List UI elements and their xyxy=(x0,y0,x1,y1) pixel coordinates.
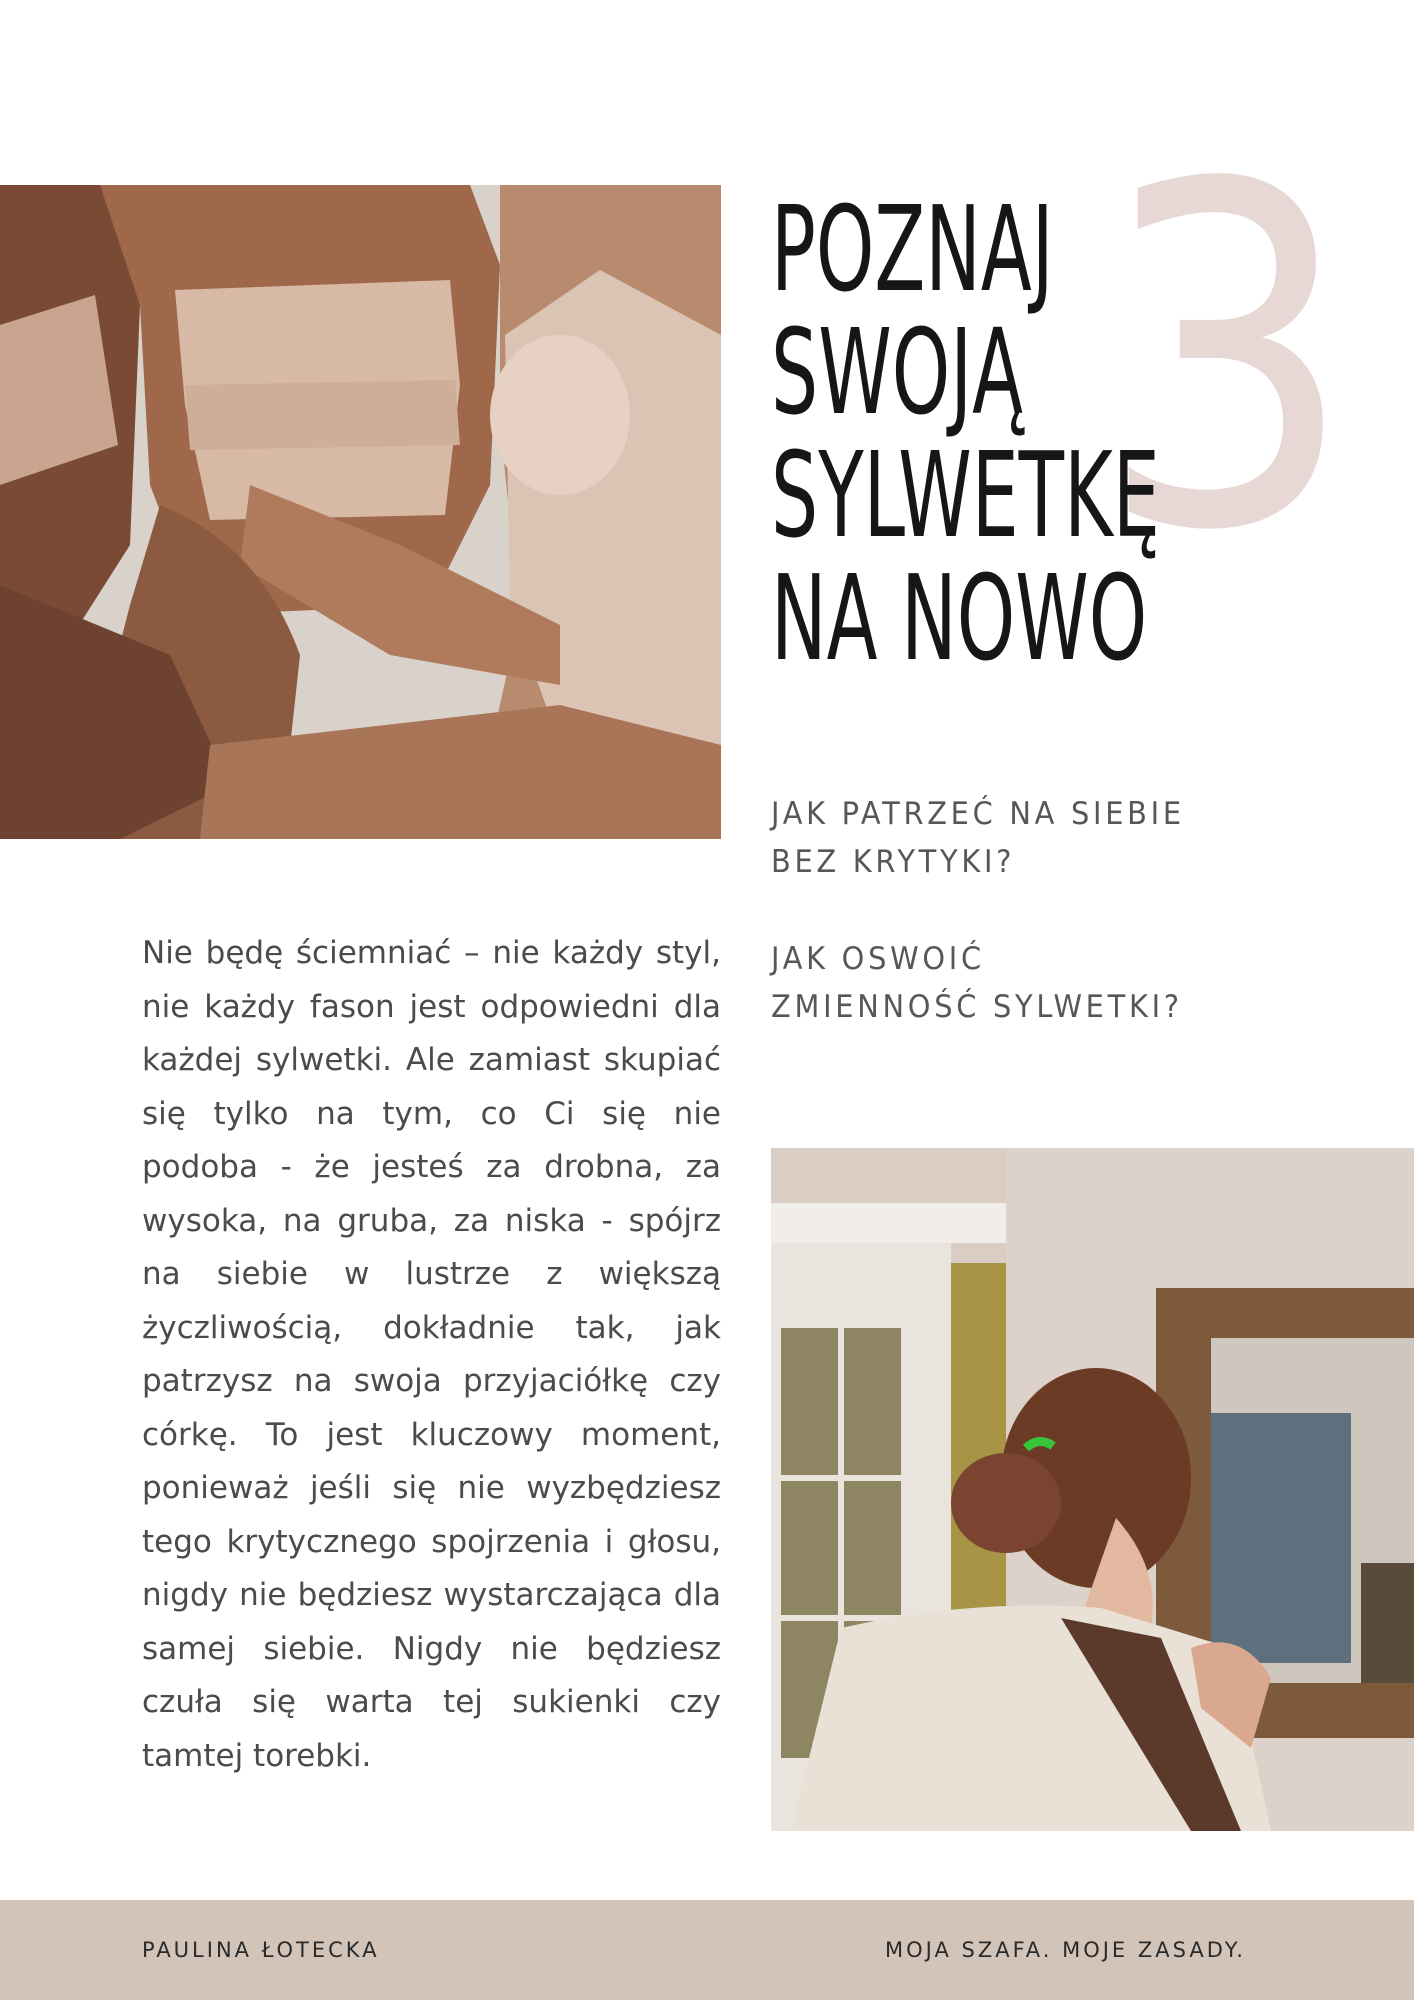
question-line: ZMIENNOŚĆ SYLWETKI? xyxy=(771,989,1183,1025)
title-line: NA NOWO xyxy=(771,549,1148,687)
question-line: JAK PATRZEĆ NA SIEBIE xyxy=(771,796,1185,832)
subtitle-question xyxy=(771,790,1185,886)
body-paragraph: Nie będę ściemniać – nie każdy styl, nie każdy fason jest odpowiedni dla każdej sylwetki. Ale zamiast skupiać się tylko na tym, co Ci się nie podoba - że jesteś za drobna, za wysoka, na gruba, za niska - spójrz na siebie w lustrze z większą życzliwością, dokładnie tak, jak patrzysz na swoja przyjaciółkę czy córkę. To jest kluczowy moment, ponieważ jeśli się nie wyzbędziesz tego krytycznego spojrzenia i głosu, nigdy nie będziesz wystarczająca dla samej siebie. Nigdy nie będziesz czuła się warta tej sukienki czy tamtej torebki. xyxy=(142,935,721,1774)
footer-bar xyxy=(0,1900,1414,2000)
woman-mirror-illustration xyxy=(771,1148,1414,1831)
women-bodysuits-illustration xyxy=(0,185,721,839)
women-bodysuits-photo xyxy=(0,185,721,839)
chapter-title xyxy=(771,180,1160,687)
subtitle-question xyxy=(771,935,1183,1031)
woman-mirror-photo xyxy=(771,1148,1414,1831)
title-line: SWOJĄ xyxy=(771,303,1023,441)
question-line: BEZ KRYTYKI? xyxy=(771,844,1016,880)
book-title: MOJA SZAFA. MOJE ZASADY. xyxy=(885,1938,1246,1962)
question-line: JAK OSWOIĆ xyxy=(771,941,985,977)
chapter-number: 3 xyxy=(1098,86,1356,633)
title-line: POZNAJ xyxy=(771,180,1054,318)
author-name: PAULINA ŁOTECKA xyxy=(142,1938,380,1962)
title-line: SYLWETKĘ xyxy=(771,426,1160,564)
